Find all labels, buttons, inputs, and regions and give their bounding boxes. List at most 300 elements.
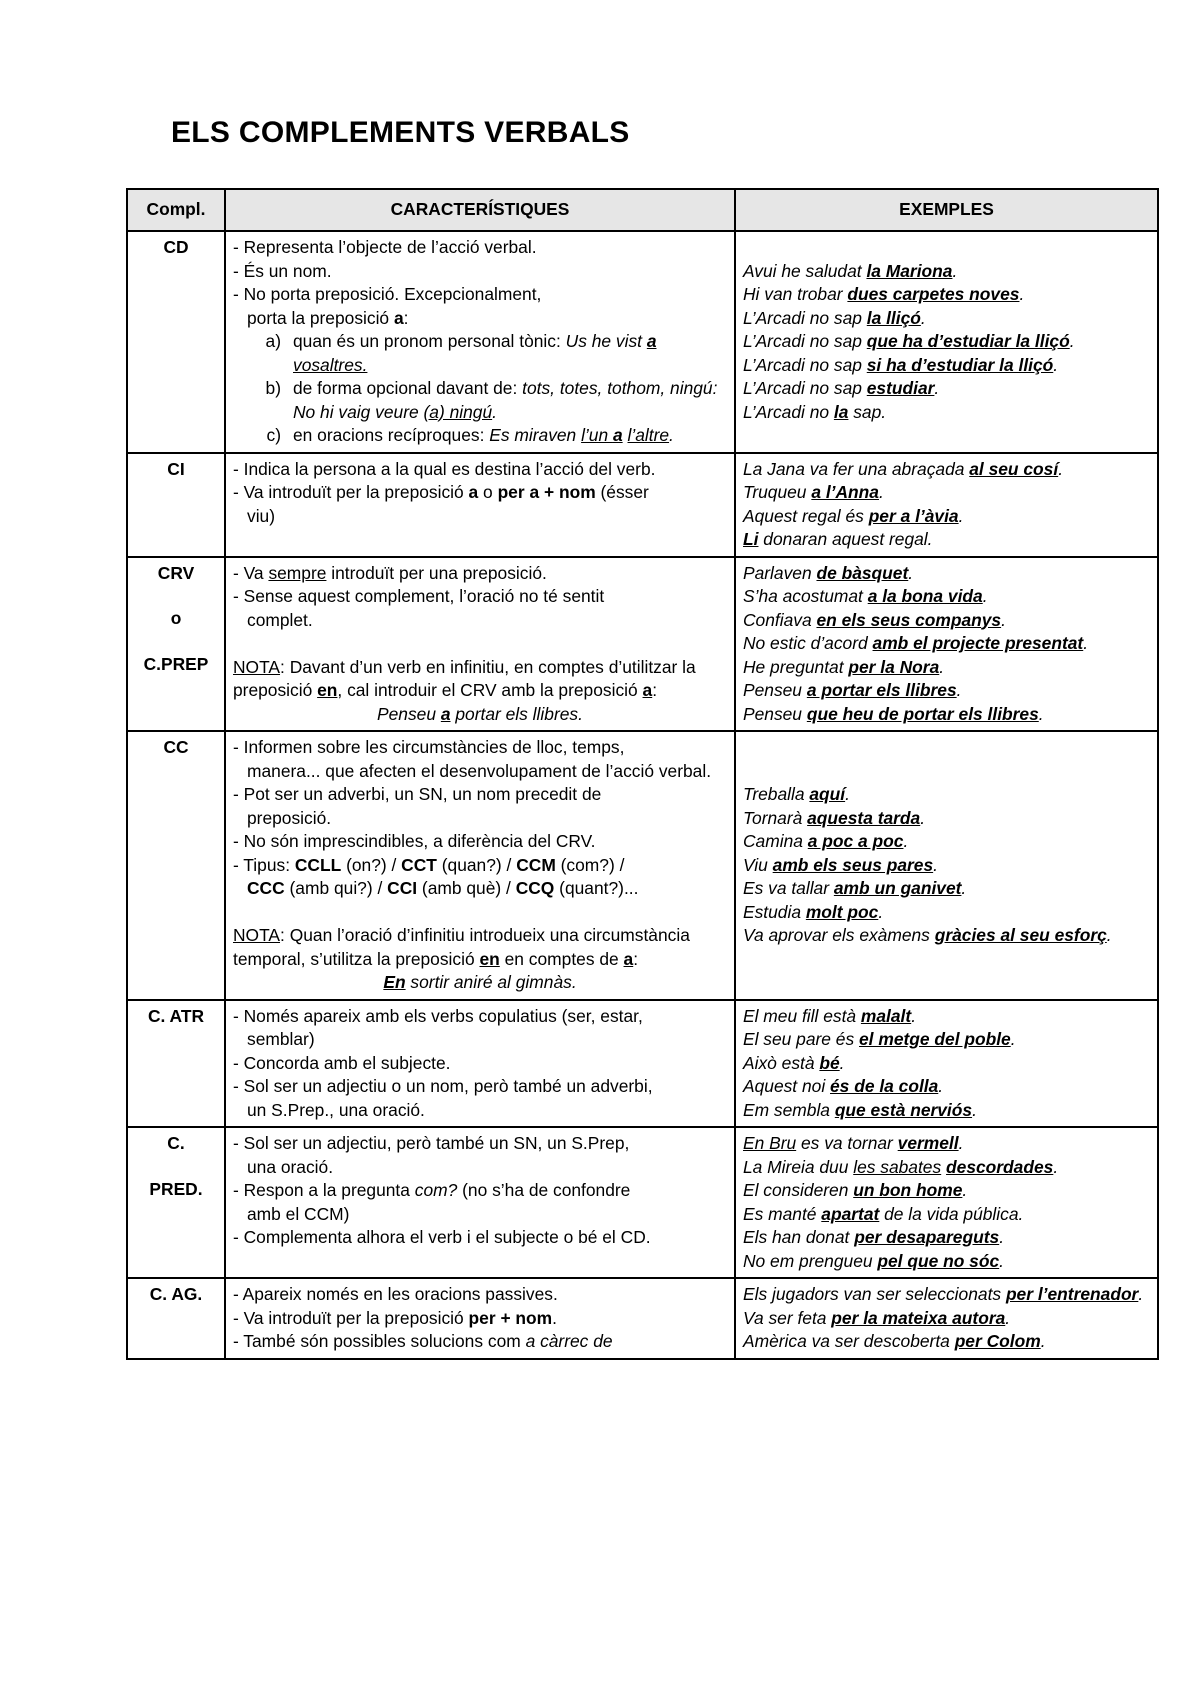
text-segment: apartat [821, 1203, 880, 1224]
text-segment: Aquest regal és [743, 505, 869, 526]
text-segment: porta la preposició [247, 307, 394, 328]
example-line [743, 1283, 1150, 1307]
example-line [743, 377, 1150, 401]
complement-label-line: C.PREP [143, 653, 209, 674]
text-segment: per desapareguts [854, 1227, 1000, 1247]
text-segment: En Bru [743, 1133, 797, 1153]
text-segment: Hi van trobar [743, 284, 848, 304]
example-sentence [233, 971, 727, 995]
characteristic-line [233, 260, 727, 284]
characteristic-line [233, 1028, 727, 1052]
text-segment: . [982, 586, 988, 606]
examples-cell [735, 1000, 1158, 1128]
text-segment: per la mateixa autora [831, 1307, 1006, 1328]
example-line [743, 854, 1150, 878]
subitem-marker: b) [265, 378, 281, 398]
table-row [127, 453, 1158, 557]
characteristic-line [233, 481, 727, 505]
text-segment: amb els seus pares [772, 854, 934, 875]
characteristic-line [233, 1099, 727, 1123]
text-segment: (amb què) / [417, 878, 516, 898]
header-caracteristiques: CARACTERÍSTIQUES [225, 189, 735, 231]
characteristic-line [233, 1052, 727, 1076]
example-line [743, 458, 1150, 482]
table-row [127, 231, 1158, 453]
text-segment: a [393, 307, 404, 328]
text-segment: El consideren [743, 1180, 854, 1200]
header-exemples: EXEMPLES [735, 189, 1158, 231]
complement-label-line: C. AG. [149, 1284, 203, 1304]
table-row [127, 1278, 1158, 1359]
text-segment: a poc a poc [807, 831, 904, 851]
blank-line [233, 632, 727, 656]
text-segment: . [911, 1005, 917, 1026]
characteristic-line [233, 783, 727, 807]
example-line [743, 807, 1150, 831]
subitem-marker: a) [265, 331, 281, 351]
example-line [743, 703, 1150, 727]
text-segment: Treballa [743, 784, 810, 804]
text-segment: quan és un pronom personal tònic: [293, 331, 566, 351]
table-row [127, 731, 1158, 1000]
characteristics-cell [225, 453, 735, 557]
complement-label [127, 231, 225, 453]
example-line [743, 901, 1150, 925]
characteristics-cell [225, 731, 735, 1000]
text-segment: a [642, 680, 653, 700]
text-segment: Viu [743, 854, 773, 875]
text-segment: (quant?)... [554, 878, 639, 898]
text-segment: En [383, 972, 406, 992]
characteristic-line [233, 458, 727, 482]
text-segment: (com?) / [555, 854, 625, 875]
text-segment: portar els llibres. [450, 703, 583, 724]
text-segment: . [1053, 1156, 1059, 1177]
example-line [743, 1005, 1150, 1029]
text-segment: : Quan l’oració d’infinitiu introdueix una circumstància temporal, s’utilitza la preposició [233, 925, 690, 969]
text-segment: Es miraven [489, 425, 582, 445]
text-segment: : [403, 307, 409, 328]
example-line [743, 679, 1150, 703]
text-segment: . [903, 831, 909, 851]
text-segment: - Sol ser un adjectiu, però també un SN, un S.Prep, [233, 1133, 630, 1153]
text-segment: - Tipus: [233, 854, 295, 875]
text-segment: CCC [247, 878, 285, 898]
characteristic-line [233, 1132, 727, 1156]
text-segment: Camina [743, 831, 808, 851]
text-segment: . [961, 878, 967, 898]
characteristic-line [233, 307, 727, 331]
characteristic-line [233, 562, 727, 586]
text-segment: Això està [743, 1052, 820, 1073]
characteristic-line [233, 1283, 727, 1307]
text-segment: CCLL [294, 854, 342, 875]
example-line [743, 401, 1150, 425]
text-segment: Penseu [377, 703, 441, 724]
examples-cell [735, 557, 1158, 732]
text-segment: La Jana va fer una abraçada [743, 458, 970, 479]
table-header-row [127, 189, 1158, 231]
example-line [743, 260, 1150, 284]
example-line [743, 1099, 1150, 1123]
text-segment: molt poc [805, 901, 879, 922]
text-segment: el metge del poble [859, 1029, 1011, 1049]
text-segment: a la bona vida [867, 586, 983, 606]
example-line [743, 528, 1150, 552]
text-segment: que heu de portar els llibres [806, 703, 1039, 724]
text-segment: La Mireia duu [743, 1156, 854, 1177]
examples-cell [735, 453, 1158, 557]
text-segment: en [317, 680, 338, 700]
text-segment: una oració. [247, 1156, 334, 1177]
text-segment: . [958, 1133, 964, 1153]
characteristic-line [233, 609, 727, 633]
text-segment: Penseu [743, 703, 807, 724]
example-line [743, 1250, 1150, 1274]
example-sentence [233, 703, 727, 727]
text-segment: un bon home [853, 1180, 963, 1200]
text-segment: . [999, 1227, 1005, 1247]
example-line [743, 1179, 1150, 1203]
text-segment: Amèrica va ser descoberta [743, 1331, 955, 1351]
text-segment: - Representa l’objecte de l’acció verbal. [233, 237, 537, 257]
text-segment: . [1069, 331, 1075, 351]
example-line [743, 1028, 1150, 1052]
text-segment: Truqueu [743, 482, 812, 502]
text-segment: Li [743, 529, 759, 549]
subitem-marker: c) [266, 425, 281, 445]
text-segment: - Només apareix amb els verbs copulatius (ser, estar, [233, 1005, 643, 1026]
characteristics-cell [225, 231, 735, 453]
text-segment: estudiar [866, 378, 935, 398]
text-segment: l’un [581, 425, 613, 445]
text-segment: - No porta preposició. Excepcionalment, [233, 284, 542, 304]
text-segment: semblar) [247, 1029, 315, 1049]
text-segment: CCI [387, 878, 418, 898]
label-gap [135, 585, 217, 607]
text-segment: a [440, 703, 451, 724]
example-line [743, 1132, 1150, 1156]
characteristic-line [233, 760, 727, 784]
example-line [743, 656, 1150, 680]
text-segment: . [933, 854, 938, 875]
text-segment: (quan?) / [436, 854, 517, 875]
characteristic-line [233, 585, 727, 609]
text-segment: - Indica la persona a la qual es destina l’acció del verb. [233, 458, 656, 479]
text-segment: - Sense aquest complement, l’oració no té sentit [233, 586, 605, 606]
example-line [743, 330, 1150, 354]
characteristic-line [233, 1156, 727, 1180]
characteristic-line [233, 1330, 727, 1354]
text-segment: Es va tallar [743, 878, 834, 898]
blank-line [233, 901, 727, 925]
text-segment: preposició. [247, 807, 332, 828]
text-segment: . [1040, 1331, 1046, 1351]
text-segment: . [958, 505, 964, 526]
text-segment: . [1053, 354, 1059, 375]
text-segment: . [1005, 1307, 1011, 1328]
complement-label-line: CI [167, 458, 185, 479]
subitem-text [293, 377, 727, 424]
characteristics-cell [225, 1127, 735, 1278]
text-segment: CCM [516, 854, 556, 875]
characteristics-cell [225, 1000, 735, 1128]
text-segment: per a + nom [497, 482, 596, 502]
text-segment: es va tornar [796, 1133, 898, 1153]
blank-line [743, 736, 1150, 760]
characteristic-line [233, 283, 727, 307]
characteristic-line [233, 1226, 727, 1250]
text-segment: tots, totes, tothom, ningú: No hi vaig veure [293, 378, 718, 422]
text-segment: aquesta tarda [807, 807, 921, 828]
text-segment: Em sembla [743, 1099, 835, 1120]
characteristic-line [233, 1179, 727, 1203]
text-segment: - Pot ser un adverbi, un SN, un nom precedit de [233, 784, 602, 804]
label-gap [135, 631, 217, 653]
table-row [127, 1127, 1158, 1278]
text-segment: dues carpetes noves [847, 284, 1020, 304]
text-segment: (amb qui?) / [284, 878, 388, 898]
text-segment: . [878, 482, 884, 502]
text-segment: aquí [809, 784, 846, 804]
label-gap [135, 1156, 217, 1178]
text-segment: viu) [247, 505, 276, 526]
text-segment: L’Arcadi no sap [743, 307, 867, 328]
table-row [127, 1000, 1158, 1128]
text-segment: - També són possibles solucions com [233, 1331, 526, 1351]
complement-label [127, 1000, 225, 1128]
characteristic-line [233, 1005, 727, 1029]
characteristics-cell [225, 1278, 735, 1359]
text-segment: Va ser feta [743, 1307, 832, 1328]
text-segment: de forma opcional davant de: [293, 378, 523, 398]
text-segment: Es manté [743, 1203, 822, 1224]
text-segment: : [652, 680, 658, 700]
page-title: ELS COMPLEMENTS VERBALS [171, 116, 630, 149]
text-segment: . [1083, 633, 1089, 653]
text-segment: Els han donat [743, 1227, 855, 1247]
example-line [743, 830, 1150, 854]
characteristics-cell [225, 557, 735, 732]
text-segment: de la vida pública. [879, 1203, 1024, 1224]
text-segment: . [1001, 609, 1006, 630]
table-row [127, 557, 1158, 732]
text-segment: amb el CCM) [247, 1203, 350, 1224]
text-segment: S’ha acostumat [743, 586, 868, 606]
example-line [743, 505, 1150, 529]
complement-label [127, 557, 225, 732]
text-segment: . [952, 260, 958, 281]
complement-label-line: CC [163, 737, 189, 757]
text-segment: NOTA [233, 925, 281, 945]
text-segment: per l’entrenador [1005, 1284, 1139, 1304]
examples-cell [735, 231, 1158, 453]
text-segment: . [552, 1307, 557, 1328]
text-segment: Penseu [743, 680, 807, 700]
text-segment: Avui he saludat [743, 260, 867, 281]
text-segment: (on?) / [341, 854, 402, 875]
text-segment: a [646, 331, 657, 351]
text-segment: en els seus companys [816, 609, 1002, 630]
text-segment: - Va [233, 562, 269, 583]
text-segment: . [1019, 284, 1025, 304]
table-body [127, 231, 1158, 1359]
example-line [743, 1156, 1150, 1180]
header-compl: Compl. [127, 189, 225, 231]
text-segment: . [669, 425, 674, 445]
example-line [743, 481, 1150, 505]
text-segment: - Complementa alhora el verb i el subjecte o bé el CD. [233, 1227, 651, 1247]
text-segment: . [1038, 703, 1044, 724]
text-segment: - Concorda amb el subjecte. [233, 1052, 451, 1073]
complement-label [127, 453, 225, 557]
example-line [743, 585, 1150, 609]
text-segment: . [999, 1250, 1004, 1271]
text-segment: vermell [897, 1133, 959, 1153]
text-segment: El meu fill està [743, 1005, 861, 1026]
text-segment: . [920, 307, 926, 328]
text-segment: El seu pare és [743, 1029, 860, 1049]
text-segment: vosaltres. [293, 354, 368, 375]
text-segment: Aquest noi [743, 1076, 831, 1096]
text-segment: . [956, 680, 962, 700]
text-segment: Estudia [743, 901, 806, 922]
example-line [743, 1307, 1150, 1331]
text-segment: Parlaven [743, 562, 817, 583]
text-segment: les sabates [853, 1156, 942, 1177]
examples-cell [735, 1127, 1158, 1278]
characteristic-line [233, 656, 727, 703]
example-line [743, 877, 1150, 901]
text-segment: sortir aniré al gimnàs. [405, 972, 577, 992]
example-line [743, 783, 1150, 807]
complement-label-line: CRV [157, 562, 195, 583]
text-segment: que ha d’estudiar la lliçó [866, 331, 1070, 351]
text-segment: . [878, 901, 884, 922]
text-segment: . [1058, 458, 1064, 479]
text-segment: Va aprovar els exàmens [743, 925, 935, 945]
text-segment: (a) ningú [423, 401, 493, 422]
text-segment: - Sol ser un adjectiu o un nom, però també un adverbi, [233, 1076, 653, 1096]
characteristic-subitem [233, 330, 727, 377]
text-segment: a [468, 482, 479, 502]
text-segment: sap. [848, 401, 887, 422]
text-segment: Tornarà [743, 807, 808, 828]
text-segment: si ha d’estudiar la lliçó [866, 354, 1054, 375]
characteristic-line [233, 830, 727, 854]
text-segment: la lliçó [866, 307, 921, 328]
text-segment: No estic d’acord [743, 633, 873, 653]
text-segment: . [1010, 1029, 1016, 1049]
text-segment: donaran aquest regal. [758, 529, 933, 549]
blank-line [743, 236, 1150, 260]
blank-line [743, 760, 1150, 784]
subitem-text [293, 330, 727, 377]
text-segment: . [938, 1076, 944, 1096]
text-segment: L’Arcadi no sap [743, 331, 867, 351]
text-segment: com? [414, 1180, 458, 1200]
examples-cell [735, 731, 1158, 1000]
example-line [743, 1226, 1150, 1250]
text-segment: - Apareix només en les oracions passives. [233, 1284, 558, 1304]
complement-label-line: CD [163, 237, 189, 257]
text-segment: sempre [268, 562, 327, 583]
text-segment: amb el projecte presentat [872, 633, 1084, 653]
example-line [743, 1075, 1150, 1099]
text-segment: : Davant d’un verb en infinitiu, en comptes d’utilitzar la preposició [233, 656, 696, 700]
text-segment: en oracions recíproques: [293, 425, 490, 445]
text-segment: - No són imprescindibles, a diferència del CRV. [233, 831, 596, 851]
text-segment: amb un ganivet [833, 878, 962, 898]
text-segment: . [962, 1180, 968, 1200]
text-segment: a portar els llibres [806, 680, 957, 700]
text-segment: NOTA [233, 656, 281, 677]
example-line [743, 1330, 1150, 1354]
text-segment: - És un nom. [233, 260, 332, 281]
characteristic-subitem [233, 377, 727, 424]
text-segment: a [623, 948, 634, 969]
text-segment: un S.Prep., una oració. [247, 1099, 425, 1120]
text-segment: per Colom [954, 1331, 1041, 1351]
text-segment: per a l’àvia [868, 505, 959, 526]
text-segment: bé [819, 1052, 840, 1073]
text-segment: en comptes de [499, 948, 624, 969]
complement-label-line: C. ATR [147, 1005, 205, 1026]
examples-cell [735, 1278, 1158, 1359]
complements-table [126, 188, 1159, 1360]
text-segment: complet. [247, 609, 313, 630]
text-segment: que està nerviós [834, 1099, 973, 1120]
text-segment: l’altre [627, 425, 670, 445]
text-segment: Confiava [743, 609, 817, 630]
characteristic-line [233, 854, 727, 878]
text-segment: , cal introduir el CRV amb la preposició [337, 680, 643, 700]
complement-label-line: PRED. [149, 1178, 203, 1199]
example-line [743, 562, 1150, 586]
characteristic-line [233, 1307, 727, 1331]
characteristic-line [233, 1203, 727, 1227]
text-segment: - Informen sobre les circumstàncies de lloc, temps, [233, 737, 625, 757]
complement-label-line: C. [167, 1133, 185, 1153]
example-line [743, 1203, 1150, 1227]
characteristic-line [233, 924, 727, 971]
example-line [743, 307, 1150, 331]
complement-label-line: o [170, 608, 182, 628]
example-line [743, 283, 1150, 307]
text-segment: L’Arcadi no [743, 401, 834, 422]
text-segment: (ésser [595, 482, 649, 502]
text-segment: per la Nora [848, 656, 940, 677]
text-segment: . [845, 784, 850, 804]
text-segment: Us he vist [565, 331, 647, 351]
text-segment: . [934, 378, 940, 398]
text-segment: - Va introduït per la preposició [233, 482, 469, 502]
text-segment: . [1138, 1284, 1144, 1304]
text-segment: - Respon a la pregunta [233, 1180, 415, 1200]
example-line [743, 1052, 1150, 1076]
text-segment: . [908, 562, 914, 583]
text-segment: o [478, 482, 498, 502]
text-segment: a càrrec de [525, 1331, 613, 1351]
text-segment: . [839, 1052, 845, 1073]
text-segment: pel que no sóc [877, 1250, 1000, 1271]
characteristic-line [233, 807, 727, 831]
text-segment: : [633, 948, 639, 969]
example-line [743, 632, 1150, 656]
text-segment: per + nom [468, 1307, 553, 1328]
text-segment: . [1106, 925, 1112, 945]
text-segment: de bàsquet [816, 562, 909, 583]
